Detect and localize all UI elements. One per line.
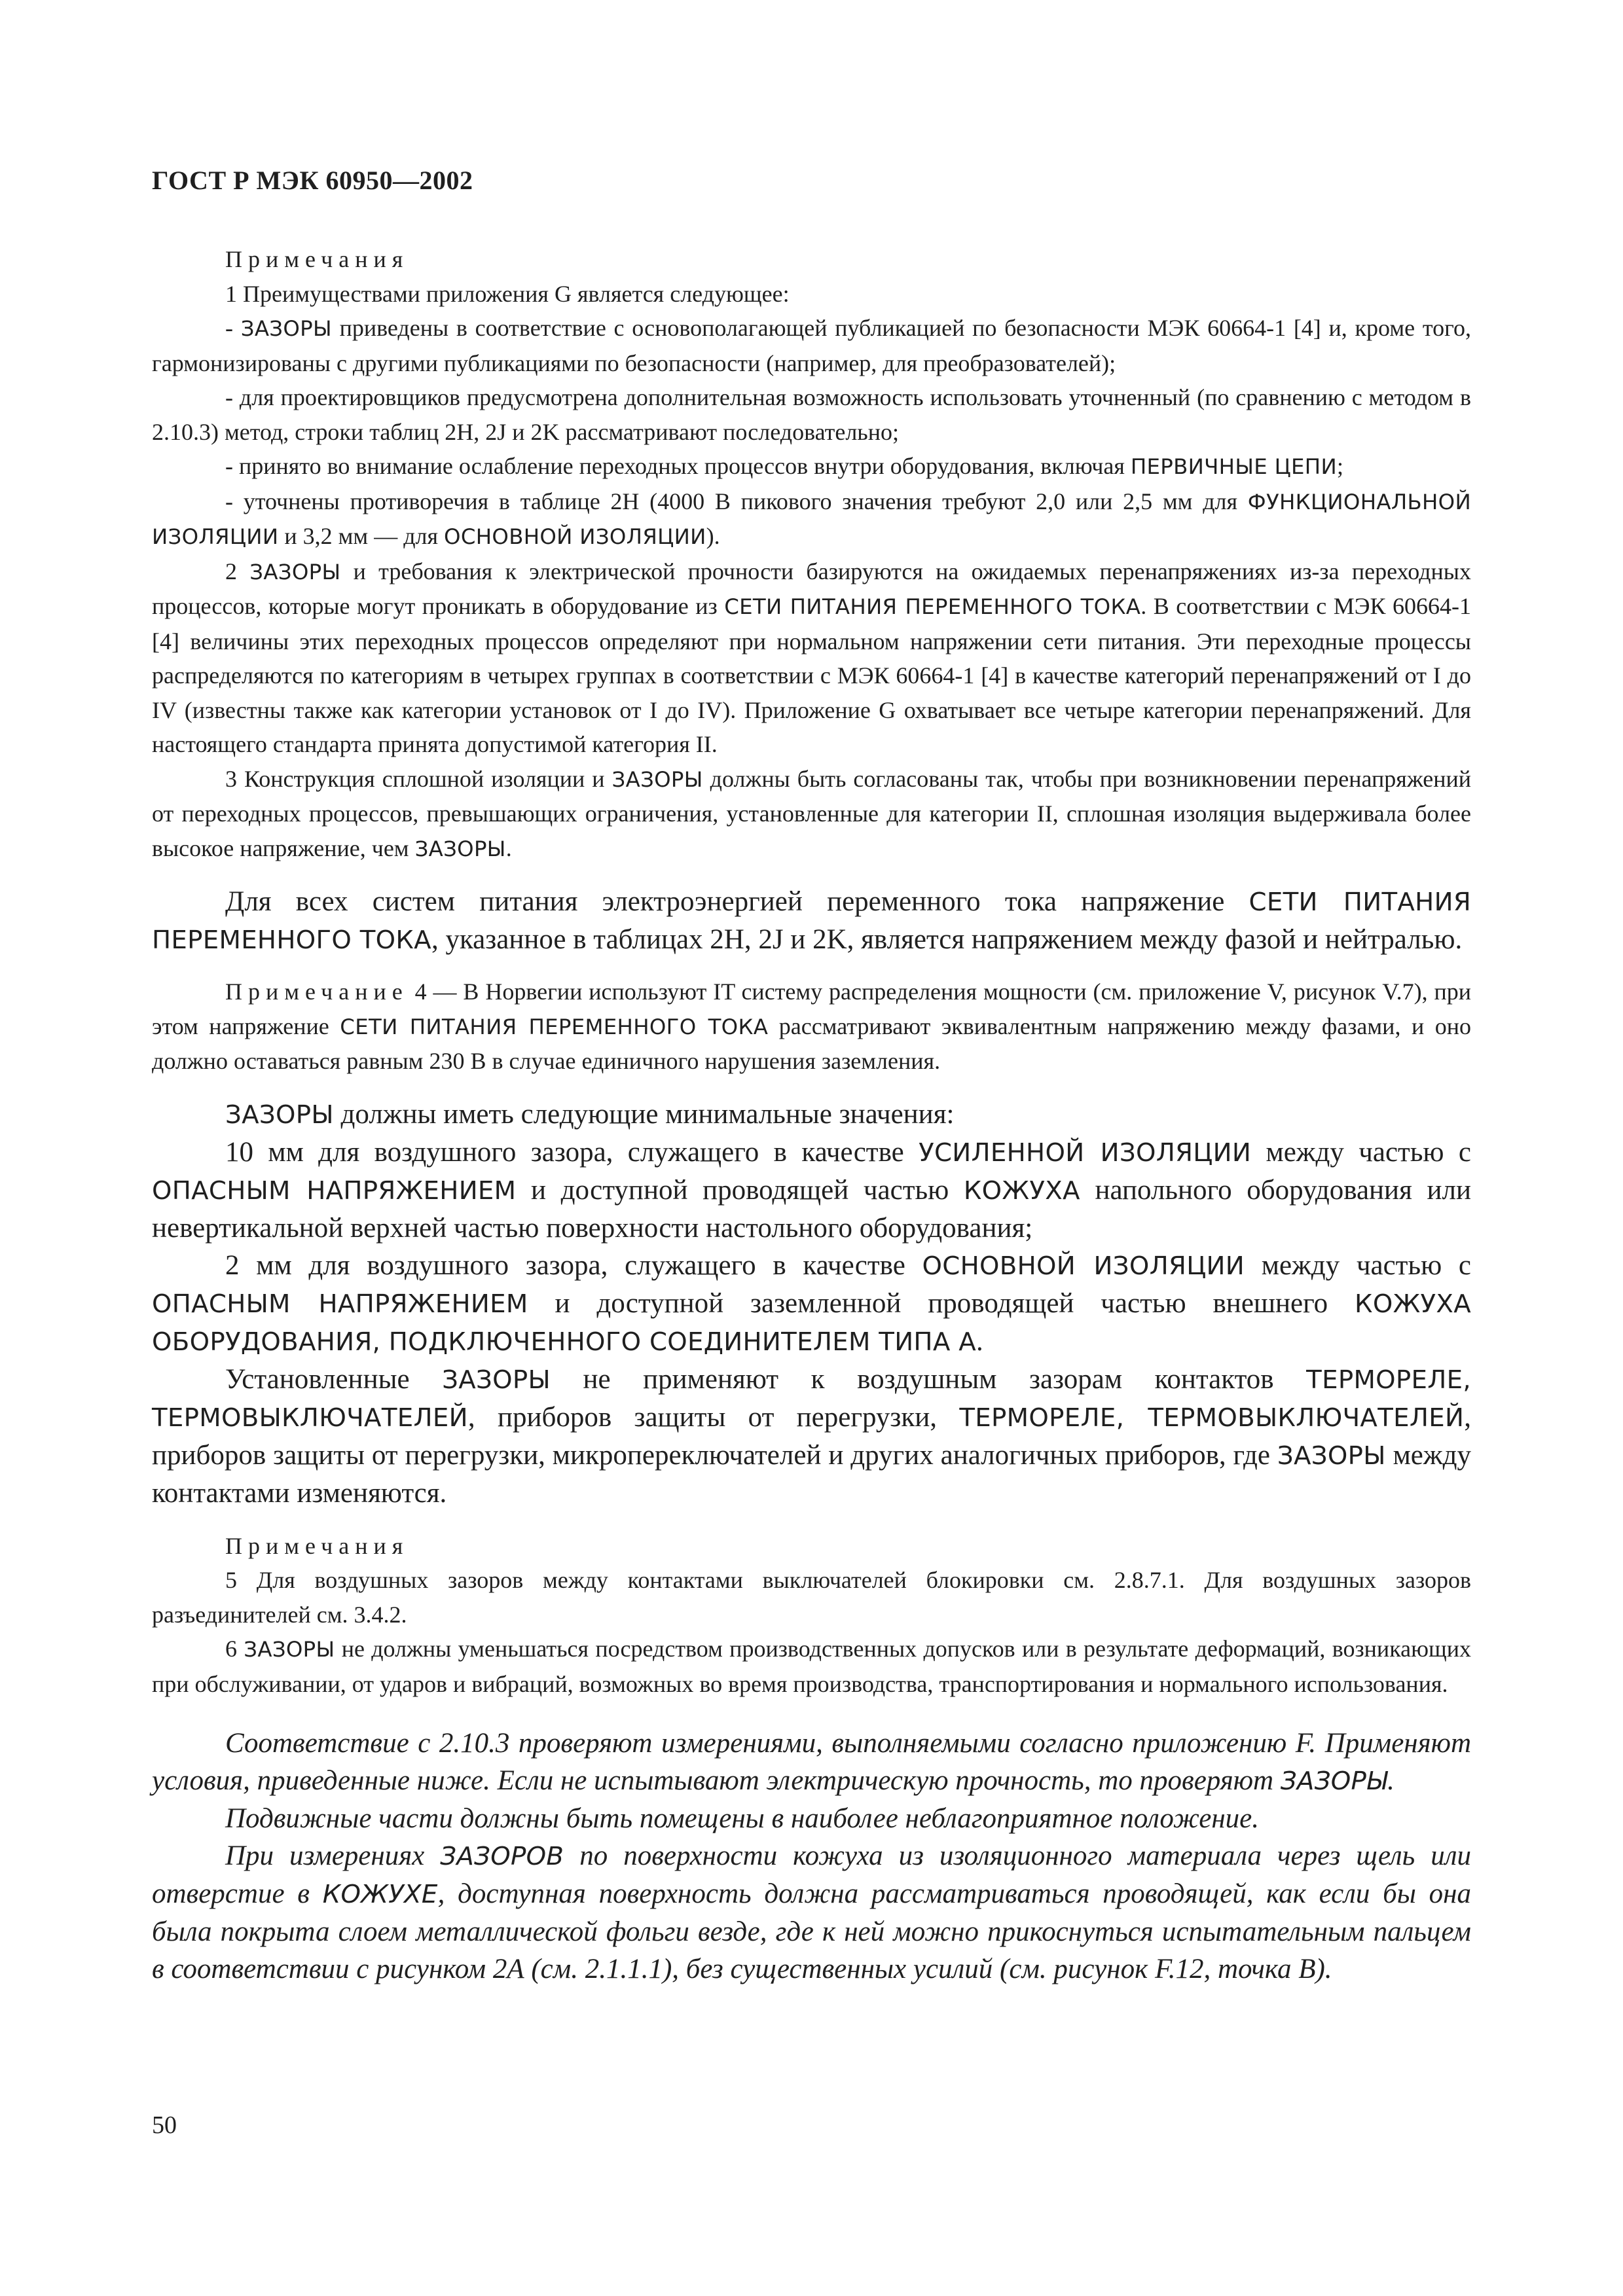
note-6: 6 ЗАЗОРЫ не должны уменьшаться посредством производственных допусков или в результате деформаций, возникающих при обслуживании, от ударов и вибраций, возможных во время производства, транспортирования и нормального использования. — [152, 1636, 1472, 1697]
note-2: 2 ЗАЗОРЫ и требования к электрической прочности базируются на ожидаемых перенапряжениях из-за переходных процессов, которые могут проникать в оборудование из СЕТИ ПИТАНИЯ ПЕРЕМЕННОГО ТОКА. В соответствии с МЭК 60664-1 [4] величины этих переходных процессов определяют при нормальном напряжении сети питания. Эти переходные процессы распределяются по категориям в четырех группах в соответствии с МЭК 60664-1 [4] в качестве категорий перенапряжений от I до IV (известны также как категории установок от I до IV). Приложение G охватывает все четыре категории перенапряжений. Для настоящего стандарта принята допустимой категория II. — [152, 558, 1471, 757]
page-number: 50 — [152, 2111, 177, 2139]
note-1-bullet-4: - уточнены противоречия в таблице 2H (4000 В пикового значения требуют 2,0 или 2,5 мм для ФУНКЦИОНАЛЬНОЙ ИЗОЛЯЦИИ и 3,2 мм — для ОСНОВНОЙ ИЗОЛЯЦИИ). — [152, 488, 1471, 549]
note-1-intro: 1 Преимуществами приложения G является следующее: — [225, 280, 790, 307]
compliance-moving-parts: Подвижные части должны быть помещены в наиболее неблагоприятное положение. — [225, 1803, 1260, 1834]
note-1-bullet-2: - для проектировщиков предусмотрена дополнительная возможность использовать уточненный (по сравнению с методом в 2.10.3) метод, строки таблиц 2H, 2J и 2K рассматривают последовательно; — [152, 384, 1471, 445]
mains-voltage-paragraph: Для всех систем питания электроэнергией переменного тока напряжение СЕТИ ПИТАНИЯ ПЕРЕМЕННОГО ТОКА, указанное в таблицах 2H, 2J и 2K, является напряжением между фазой и нейтралью. — [152, 886, 1471, 955]
requirement-2mm: 2 мм для воздушного зазора, служащего в качестве ОСНОВНОЙ ИЗОЛЯЦИИ между частью с ОПАСНЫМ НАПРЯЖЕНИЕМ и доступной заземленной проводящей частью внешнего КОЖУХА ОБОРУДОВАНИЯ, ПОДКЛЮЧЕННОГО СОЕДИНИТЕЛЕМ ТИПА А. — [152, 1249, 1472, 1357]
notes-heading-2: Примечания — [225, 1532, 409, 1559]
requirement-exclusions: Установленные ЗАЗОРЫ не применяют к воздушным зазорам контактов ТЕРМОРЕЛЕ, ТЕРМОВЫКЛЮЧАТЕЛЕЙ, приборов защиты от перегрузки, ТЕРМОРЕЛЕ, ТЕРМОВЫКЛЮЧАТЕЛЕЙ, приборов защиты от перегрузки, микропереключателей и других аналогичных приборов, где ЗАЗОРЫ между контактами изменяются. — [152, 1363, 1472, 1509]
requirement-10mm: 10 мм для воздушного зазора, служащего в качестве УСИЛЕННОЙ ИЗОЛЯЦИИ между частью с ОПАСНЫМ НАПРЯЖЕНИЕМ и доступной проводящей частью КОЖУХА напольного оборудования или невертикальной верхней частью поверхности настольного оборудования; — [152, 1136, 1471, 1244]
document-page — [152, 0, 1471, 2296]
note-4: Примечание 4 — В Норвегии используют IT систему распределения мощности (см. приложение V, рисунок V.7), при этом напряжение СЕТИ ПИТАНИЯ ПЕРЕМЕННОГО ТОКА рассматривают эквивалентным напряжению между фазами, и оно должно оставаться равным 230 В в случае единичного нарушения заземления. — [152, 978, 1472, 1074]
note-1-bullet-1: - ЗАЗОРЫ приведены в соответствие с основополагающей публикацией по безопасности МЭК 60664-1 [4] и, кроме того, гармонизированы с другими публикациями по безопасности (например, для преобразователей); — [152, 315, 1471, 376]
requirements-intro: ЗАЗОРЫ должны иметь следующие минимальные значения: — [225, 1098, 955, 1130]
document-header: ГОСТ Р МЭК 60950—2002 — [152, 166, 473, 195]
note-3: 3 Конструкция сплошной изоляции и ЗАЗОРЫ должны быть согласованы так, чтобы при возникновении перенапряжений от переходных процессов, превышающих ограничения, установленные для категории II, сплошная изоляция выдерживала более высокое напряжение, чем ЗАЗОРЫ. — [152, 765, 1472, 861]
note-1-bullet-3: - принято во внимание ослабление переходных процессов внутри оборудования, включая ПЕРВИЧНЫЕ ЦЕПИ; — [225, 453, 1343, 479]
notes-heading: Примечания — [225, 246, 409, 272]
note-5: 5 Для воздушных зазоров между контактами выключателей блокировки см. 2.8.7.1. Для воздушных зазоров разъединителей см. 3.4.2. — [152, 1567, 1471, 1628]
compliance-measurement: При измерениях ЗАЗОРОВ по поверхности кожуха из изоляционного материала через щель или отверстие в КОЖУХЕ, доступная поверхность должна рассматриваться проводящей, как если бы она была покрыта слоем металлической фольги везде, где к ней можно прикоснуться испытательным пальцем в соответствии с рисунком 2А (см. 2.1.1.1), без существенных усилий (см. рисунок F.12, точка B). — [152, 1840, 1471, 1984]
document-body — [152, 242, 1471, 1988]
compliance-check: Соответствие с 2.10.3 проверяют измерениями, выполняемыми согласно приложению F. Применяют условия, приведенные ниже. Если не испытывают электрическую прочность, то проверяют ЗАЗОРЫ. — [152, 1728, 1471, 1796]
